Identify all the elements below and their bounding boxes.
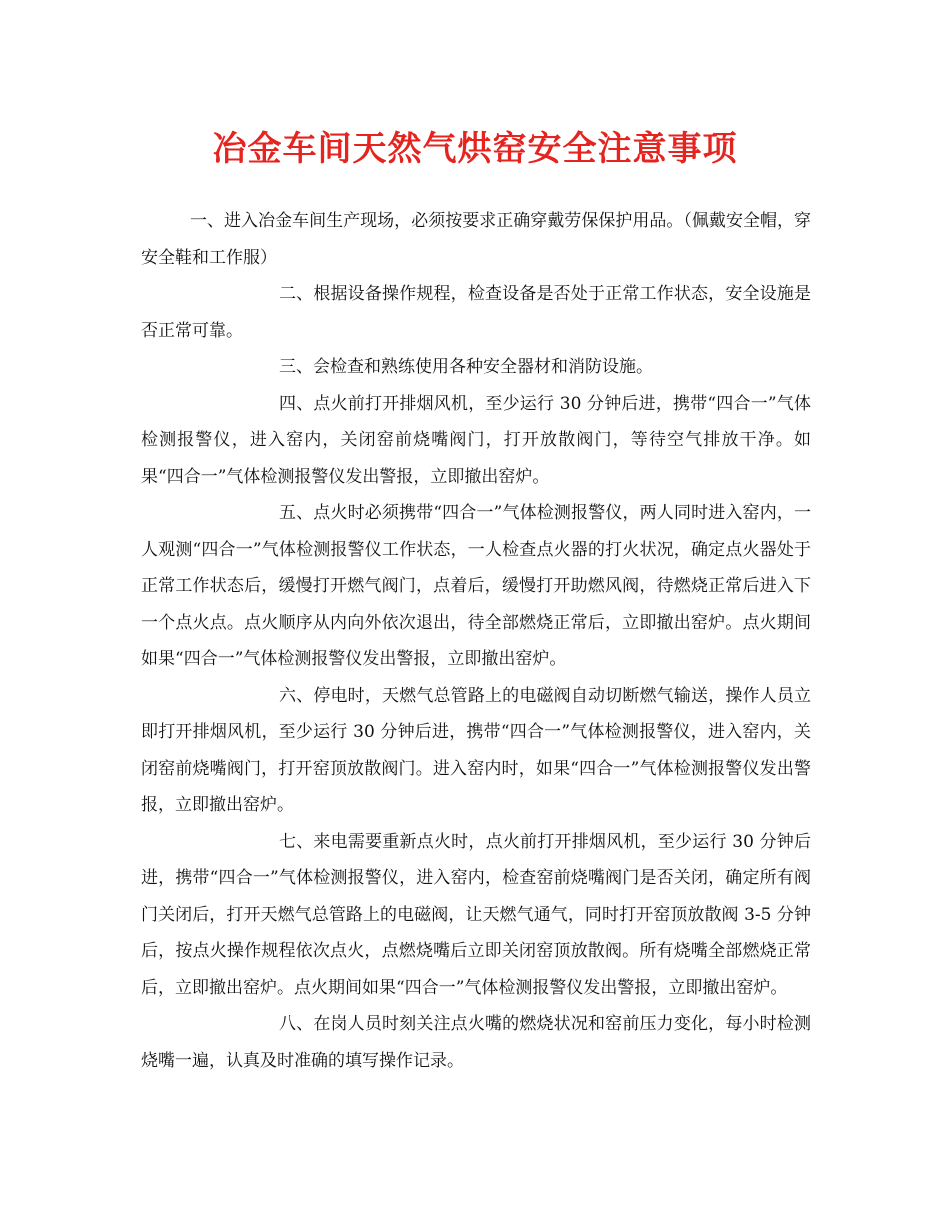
paragraph-1: 一、进入冶金车间生产现场，必须按要求正确穿戴劳保保护用品。（佩戴安全帽，穿安全鞋和工作服） [141,211,811,268]
document-body [141,203,811,1079]
paragraph-3: 三、会检查和熟练使用各种安全器材和消防设施。 [279,357,653,377]
paragraph-2: 二、根据设备操作规程，检查设备是否处于正常工作状态，安全设施是否正常可靠。 [141,284,811,341]
paragraph-7: 七、来电需要重新点火时，点火前打开排烟风机，至少运行 30 分钟后进，携带“四合一”气体检测报警仪，进入窑内，检查窑前烧嘴阀门是否关闭，确定所有阀门关闭后，打开天燃气总管路上的电磁阀，让天燃气通气，同时打开窑顶放散阀 3-5 分钟后，按点火操作规程依次点火，点燃烧嘴后立即关闭窑顶放散阀。所有烧嘴全部燃烧正常后，立即撤出窑炉。点火期间如果“四合一”气体检测报警仪发出警报，立即撤出窑炉。 [141,831,811,998]
paragraph-4: 四、点火前打开排烟风机，至少运行 30 分钟后进，携带“四合一”气体检测报警仪，进入窑内，关闭窑前烧嘴阀门，打开放散阀门，等待空气排放干净。如果“四合一”气体检测报警仪发出警报，立即撤出窑炉。 [141,393,811,487]
document-title: 冶金车间天然气烘窑安全注意事项 [212,129,738,169]
paragraph-6: 六、停电时，天燃气总管路上的电磁阀自动切断燃气输送，操作人员立即打开排烟风机，至少运行 30 分钟后进，携带“四合一”气体检测报警仪，进入窑内，关闭窑前烧嘴阀门，打开窑顶放散阀门。进入窑内时，如果“四合一”气体检测报警仪发出警报，立即撤出窑炉。 [141,685,811,815]
paragraph-5: 五、点火时必须携带“四合一”气体检测报警仪，两人同时进入窑内，一人观测“四合一”气体检测报警仪工作状态，一人检查点火器的打火状况，确定点火器处于正常工作状态后，缓慢打开燃气阀门，点着后，缓慢打开助燃风阀，待燃烧正常后进入下一个点火点。点火顺序从内向外依次退出，待全部燃烧正常后，立即撤出窑炉。点火期间如果“四合一”气体检测报警仪发出警报，立即撤出窑炉。 [141,503,811,669]
paragraph-8: 八、在岗人员时刻关注点火嘴的燃烧状况和窑前压力变化，每小时检测烧嘴一遍，认真及时准确的填写操作记录。 [141,1014,811,1071]
